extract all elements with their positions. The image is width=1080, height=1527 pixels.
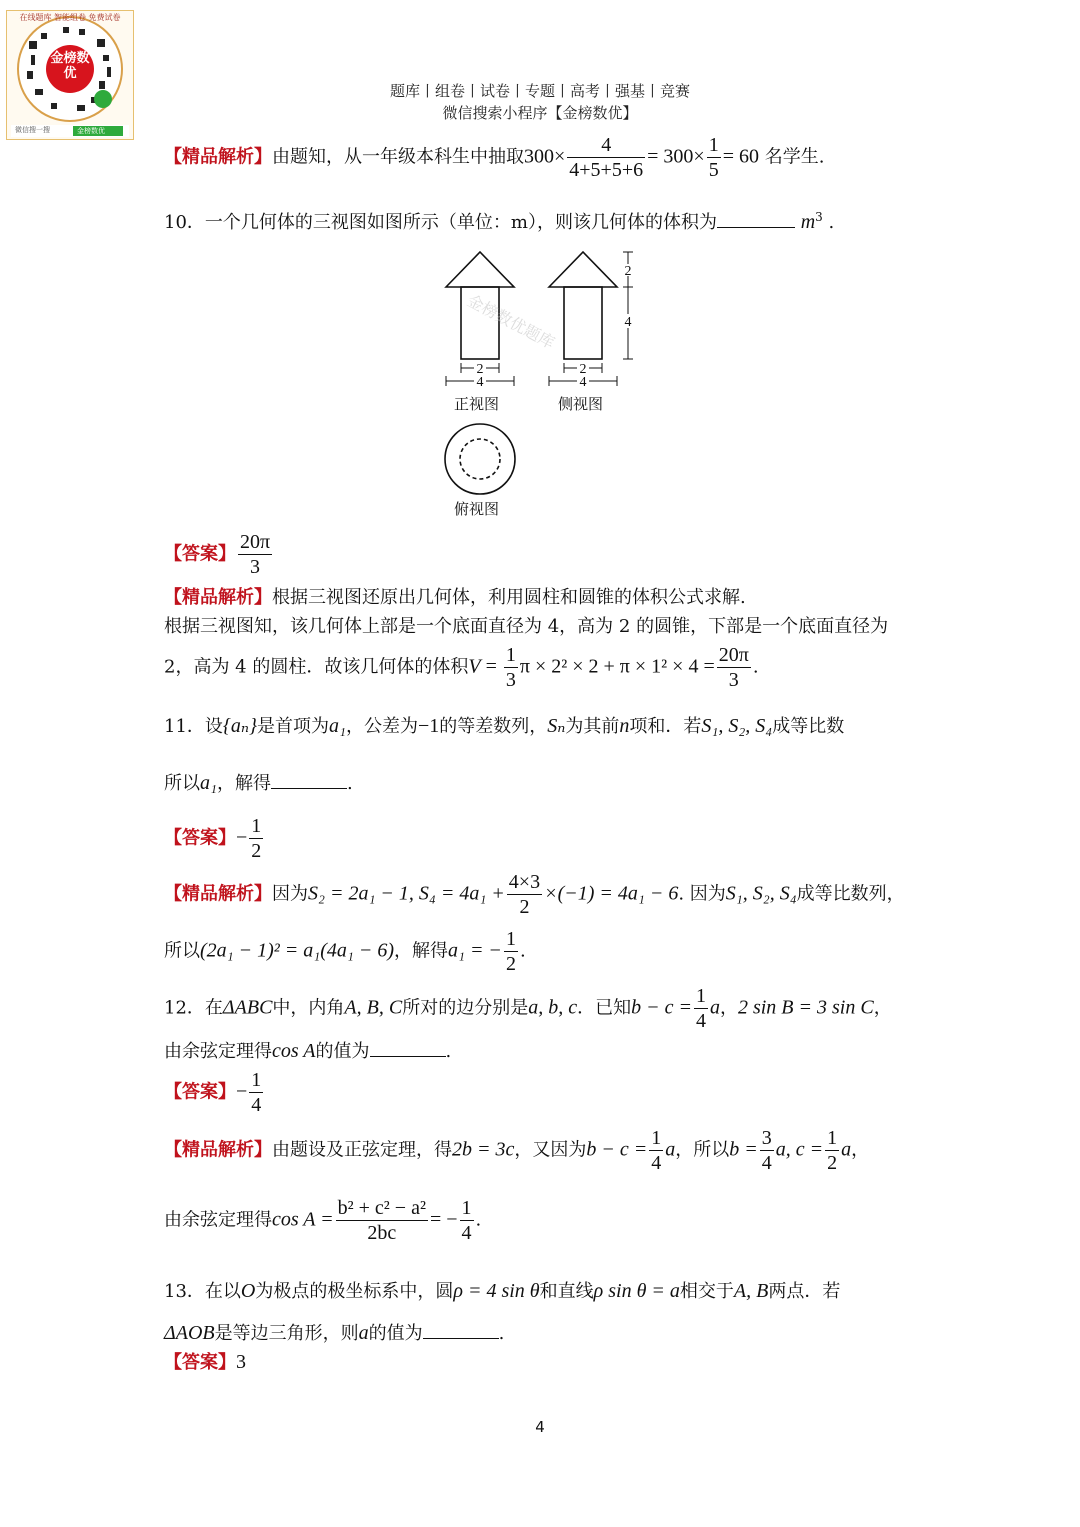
front-dim-outer: 4 xyxy=(476,375,484,390)
q9-analysis: 【精品解析】由题知，从一年级本科生中抽取300× $\frac{4}{4+5+5+6}$ = 300× $\frac{1}{5}$ = 60 名学生. xyxy=(164,134,825,181)
q12-stem-line2: 由余弦定理得cos A的值为 . xyxy=(164,1040,452,1062)
analysis-tag: 【精品解析】 xyxy=(164,883,272,905)
front-view-label: 正视图 xyxy=(454,395,500,413)
answer-tag: 【答案】 xyxy=(164,543,236,565)
q10-stem: 10．一个几何体的三视图如图所示（单位：m），则该几何体的体积为 $m^3$ . xyxy=(164,210,835,233)
side-view-label: 侧视图 xyxy=(558,395,604,413)
fraction: $\frac{1}{4}$ xyxy=(651,1127,662,1174)
fraction: $\frac{1}{4}$ xyxy=(251,1069,262,1116)
side-dim-inner: 2 xyxy=(579,362,587,377)
q13-stem-line2: ΔAOB是等边三角形，则a的值为 . xyxy=(164,1322,505,1344)
q12-stem-line1: 12．在ΔABC中，内角A, B, C所对的边分别是a, b, c．已知b − c = $\frac{1}{4}$ a，2 sin B = 3 sin C， xyxy=(164,985,892,1032)
cone-height-dim: 2 xyxy=(624,264,632,279)
answer-blank xyxy=(370,1038,446,1057)
fraction: $\frac{1}{3}$ xyxy=(505,644,516,691)
logo-top-text: 在线题库 智能组卷 免费试卷 xyxy=(19,13,121,22)
q11-stem-line2: 所以a₁，解得 . xyxy=(164,772,353,794)
fraction: $\frac{1}{2}$ xyxy=(251,815,262,862)
logo-bottom-left-text: 微信搜一搜 xyxy=(15,126,50,134)
top-view-label: 俯视图 xyxy=(454,500,500,518)
answer-tag: 【答案】 xyxy=(164,1352,236,1373)
q13-answer: 【答案】3 xyxy=(164,1351,246,1373)
fraction: $\frac{4\times 3}{2}$ xyxy=(508,871,541,918)
q10-analysis-line2: 根据三视图知，该几何体上部是一个底面直径为 4，高为 2 的圆锥，下部是一个底面直径为 xyxy=(164,616,889,637)
analysis-tag: 【精品解析】 xyxy=(164,1139,272,1161)
header-line1: 题库丨组卷丨试卷丨专题丨高考丨强基丨竞赛 xyxy=(389,82,690,100)
answer-blank xyxy=(423,1320,499,1339)
q12-analysis-line2: 由余弦定理得cos A = $\frac{\text{b² + c² − a²}}{2bc}$ = − $\frac{1}{4}$ . xyxy=(164,1197,482,1244)
side-view-cone xyxy=(549,252,617,287)
watermark: 金榜数优题库 xyxy=(464,290,558,353)
q13-stem-line1: 13．在以O为极点的极坐标系中，圆ρ = 4 sin θ和直线ρ sin θ = a相交于A, B两点．若 xyxy=(164,1280,841,1302)
answer-tag: 【答案】 xyxy=(164,827,236,849)
header-line2: 微信搜索小程序【金榜数优】 xyxy=(442,104,638,122)
q12-analysis-line1: 【精品解析】由题设及正弦定理，得2b = 3c，又因为b − c = $\frac{1}{4}$ a，所以b = $\frac{3}{4}$ a, c = $\frac{1}{2}$ a， xyxy=(164,1127,870,1174)
fraction: $\frac{1}{4}$ xyxy=(461,1197,472,1244)
three-view-figure xyxy=(430,244,640,524)
q10-analysis-line1: 【精品解析】根据三视图还原出几何体，利用圆柱和圆锥的体积公式求解. xyxy=(164,587,746,608)
q10-analysis-line3: 2，高为 4 的圆柱．故该几何体的体积V = $\frac{1}{3}$ π × 2² × 2 + π × 1² × 4 = $\frac{20\pi}{3}$ . xyxy=(164,644,759,691)
top-view-inner-circle xyxy=(460,439,500,479)
analysis-tag: 【精品解析】 xyxy=(164,146,272,168)
answer-blank xyxy=(271,770,347,789)
top-view-outer-circle xyxy=(445,424,515,494)
page-number: 4 xyxy=(535,1418,545,1436)
q11-analysis-line1: 【精品解析】因为S₂ = 2a₁ − 1, S₄ = 4a₁ + $\frac{4\times 3}{2}$ ×(−1) = 4a₁ − 6. 因为S₁, S₂, S₄成等比数列， xyxy=(164,871,905,918)
q11-stem-line1: 11．设{aₙ}是首项为a₁，公差为−1的等差数列，Sₙ为其前n项和．若S₁, S₂, S₄成等比数 xyxy=(164,715,845,737)
logo-bottom-right-text: 金榜数优 xyxy=(77,127,105,135)
fraction: $\frac{1}{5}$ xyxy=(708,134,719,181)
q10-answer xyxy=(164,530,274,579)
fraction: $\frac{1}{2}$ xyxy=(505,928,516,975)
answer-tag: 【答案】 xyxy=(164,1081,236,1103)
logo-center-text: 金榜数优 xyxy=(50,51,90,81)
answer-blank xyxy=(717,209,795,228)
fraction: $\frac{20\pi}{3}$ xyxy=(718,644,749,691)
side-dim-outer: 4 xyxy=(579,375,587,390)
fraction: $\frac{\text{b² + c² − a²}}{2bc}$ xyxy=(337,1197,426,1244)
fraction: $\frac{1}{2}$ xyxy=(827,1127,838,1174)
fraction: $\frac{3}{4}$ xyxy=(761,1127,772,1174)
side-view-cylinder xyxy=(564,287,602,359)
fraction: $\frac{20\pi}{3}$ xyxy=(240,531,271,578)
analysis-tag: 【精品解析】 xyxy=(164,587,272,608)
front-view-cone xyxy=(446,252,514,287)
q11-answer: 【答案】− $\frac{1}{2}$ xyxy=(164,815,262,862)
front-dim-inner: 2 xyxy=(476,362,484,377)
q11-analysis-line2: 所以(2a₁ − 1)² = a₁(4a₁ − 6)，解得a₁ = − $\frac{1}{2}$ . xyxy=(164,928,526,975)
q12-answer: 【答案】− $\frac{1}{4}$ xyxy=(164,1069,262,1116)
cylinder-height-dim: 4 xyxy=(624,315,632,330)
fraction: $\frac{1}{4}$ xyxy=(695,985,706,1032)
fraction: $\frac{4}{4+5+5+6}$ xyxy=(569,134,644,181)
